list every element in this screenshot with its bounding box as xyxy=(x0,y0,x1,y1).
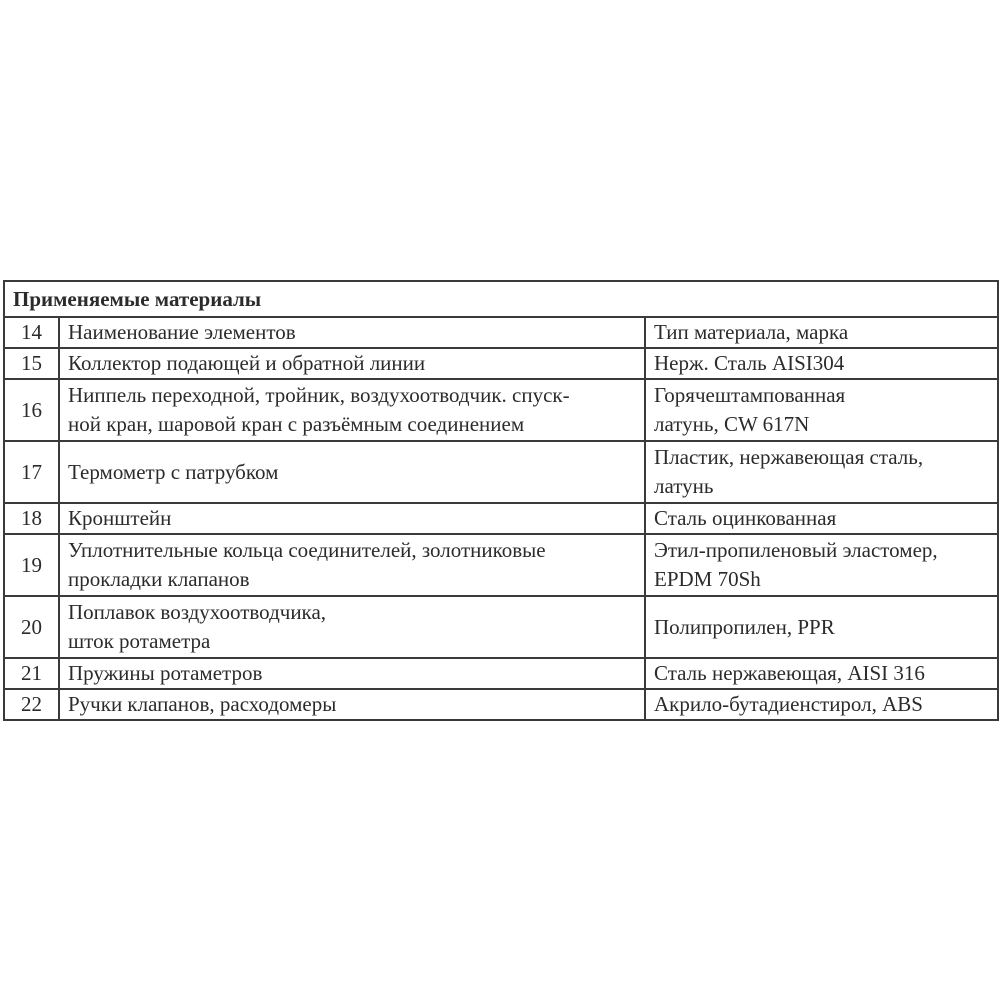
material-line: Акрило-бутадиенстирол, ABS xyxy=(654,692,923,716)
material-cell xyxy=(645,317,998,348)
element-name-cell xyxy=(59,441,645,503)
element-name-line: Ручки клапанов, расходомеры xyxy=(68,692,337,716)
material-cell xyxy=(645,379,998,441)
element-name-cell xyxy=(59,534,645,596)
material-line: Сталь оцинкованная xyxy=(654,506,837,530)
material-line: Полипропилен, PPR xyxy=(654,614,835,639)
table-row xyxy=(4,534,998,596)
element-name-cell xyxy=(59,689,645,720)
row-number: 16 xyxy=(4,379,59,441)
element-name-line: шток ротаметра xyxy=(68,629,211,653)
element-name-cell xyxy=(59,348,645,379)
element-name-cell xyxy=(59,379,645,441)
element-name-line: ной кран, шаровой кран с разъёмным соединением xyxy=(68,412,525,436)
element-name-line: Пружины ротаметров xyxy=(68,661,263,685)
row-number: 20 xyxy=(4,596,59,658)
element-name-line: Термометр с патрубком xyxy=(68,459,279,484)
table-row xyxy=(4,503,998,534)
material-line: Этил-пропиленовый эластомер, xyxy=(654,538,938,562)
row-number: 17 xyxy=(4,441,59,503)
row-number: 21 xyxy=(4,658,59,689)
material-cell xyxy=(645,441,998,503)
element-name-cell xyxy=(59,503,645,534)
material-cell xyxy=(645,689,998,720)
table-row xyxy=(4,658,998,689)
row-number: 14 xyxy=(4,317,59,348)
material-cell xyxy=(645,596,998,658)
material-line: Горячештампованная xyxy=(654,383,846,407)
row-number: 19 xyxy=(4,534,59,596)
material-line: Нерж. Сталь AISI304 xyxy=(654,351,845,375)
material-cell xyxy=(645,348,998,379)
material-line: Сталь нержавеющая, AISI 316 xyxy=(654,661,925,685)
table-row xyxy=(4,379,998,441)
element-name-line: Коллектор подающей и обратной линии xyxy=(68,351,426,375)
table-row xyxy=(4,596,998,658)
table-row xyxy=(4,348,998,379)
material-line: латунь, CW 617N xyxy=(654,412,810,436)
element-name-cell xyxy=(59,317,645,348)
material-line: Пластик, нержавеющая сталь, xyxy=(654,445,924,469)
element-name-line: Ниппель переходной, тройник, воздухоотводчик. спуск- xyxy=(68,383,570,407)
table-row xyxy=(4,441,998,503)
element-name-line: Кронштейн xyxy=(68,506,172,530)
materials-table xyxy=(3,280,999,721)
table-title: Применяемые материалы xyxy=(4,281,998,317)
table-title-row xyxy=(4,281,998,317)
material-line: латунь xyxy=(654,474,714,498)
material-cell xyxy=(645,658,998,689)
material-cell xyxy=(645,534,998,596)
row-number: 18 xyxy=(4,503,59,534)
material-line: EPDM 70Sh xyxy=(654,567,761,591)
material-cell xyxy=(645,503,998,534)
element-name-line: Уплотнительные кольца соединителей, золотниковые xyxy=(68,538,546,562)
material-line: Тип материала, марка xyxy=(654,320,849,344)
table-row xyxy=(4,317,998,348)
element-name-cell xyxy=(59,596,645,658)
element-name-line: Наименование элементов xyxy=(68,320,296,344)
row-number: 22 xyxy=(4,689,59,720)
element-name-cell xyxy=(59,658,645,689)
element-name-line: прокладки клапанов xyxy=(68,567,250,591)
element-name-line: Поплавок воздухоотводчика, xyxy=(68,600,327,624)
table-row xyxy=(4,689,998,720)
row-number: 15 xyxy=(4,348,59,379)
